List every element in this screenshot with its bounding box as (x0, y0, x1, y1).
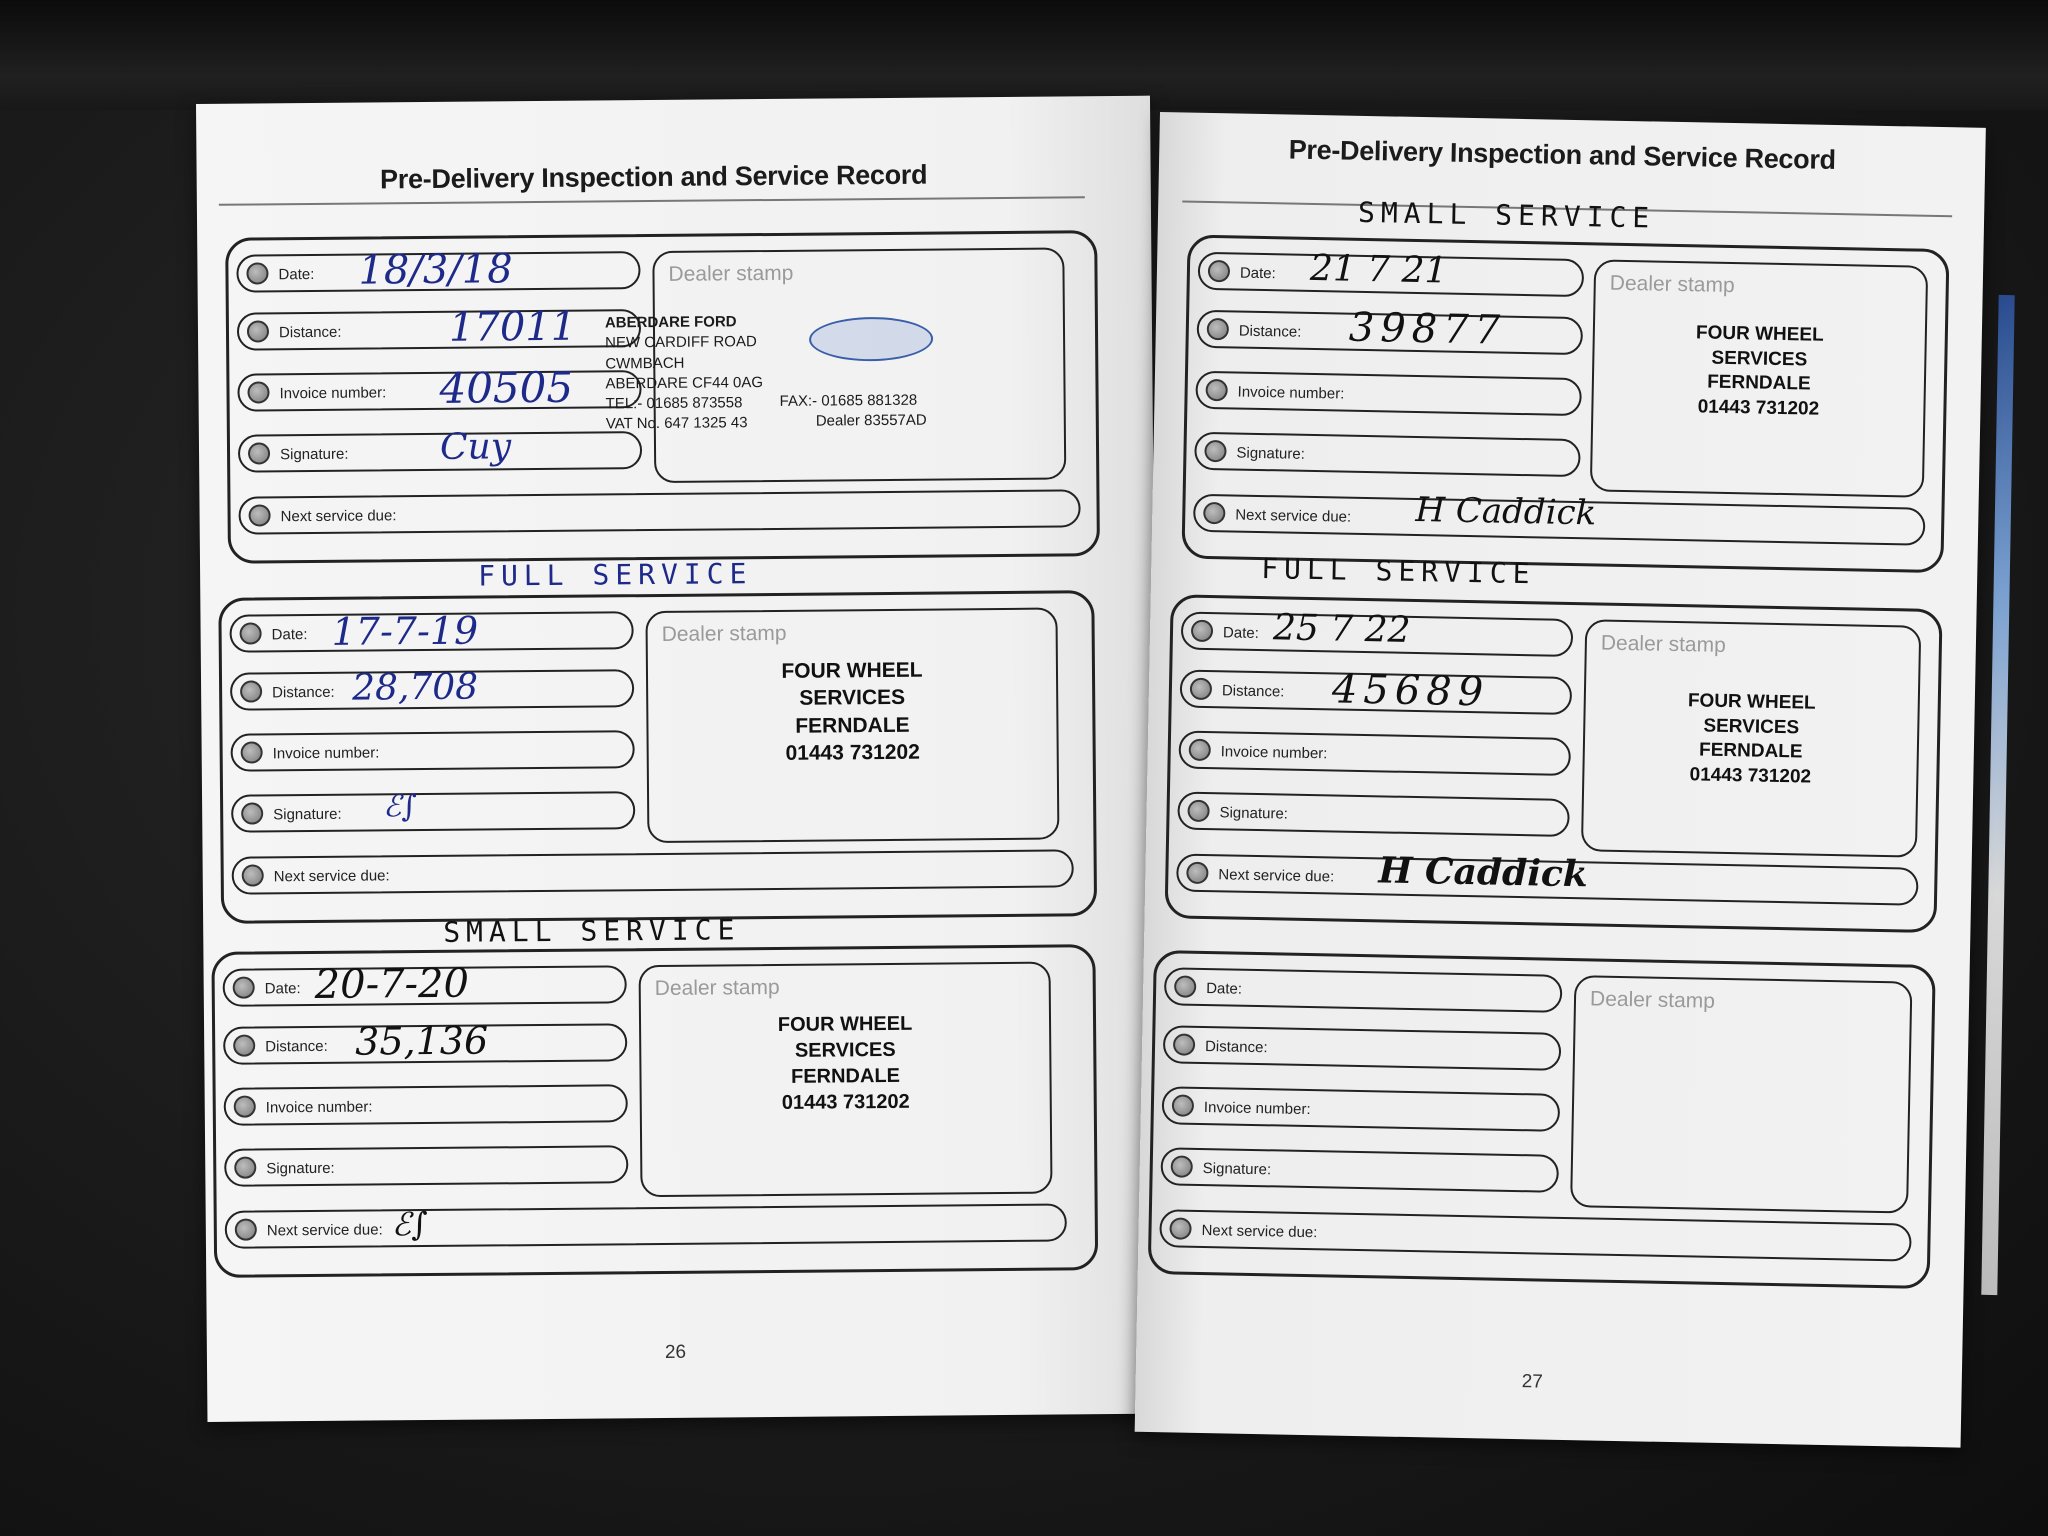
invoice-label: Invoice number: (279, 384, 387, 403)
checkbox-circle[interactable] (1203, 502, 1225, 524)
four-wheel-services-stamp (1593, 319, 1925, 424)
stamp-line: CWMBACH (605, 354, 685, 372)
dealer-stamp-label: Dealer stamp (1600, 631, 1726, 657)
handwritten-date: 20-7-20 (314, 960, 470, 1008)
invoice-field (1195, 371, 1582, 416)
handwritten-distance: 39877 (1348, 304, 1507, 354)
invoice-label: Invoice number: (1237, 383, 1345, 403)
invoice-field (1162, 1086, 1561, 1132)
stamp-line: TEL:- 01685 873558 (605, 394, 743, 413)
stamp-line: NEW CARDIFF ROAD (605, 333, 757, 352)
dealer-stamp-label: Dealer stamp (654, 975, 780, 1001)
four-wheel-services-stamp (641, 1010, 1050, 1118)
checkbox-circle[interactable] (234, 1157, 256, 1179)
invoice-field (237, 362, 641, 413)
service-book-page-left (196, 96, 1161, 1422)
dealer-stamp-box (604, 247, 1066, 483)
invoice-label: Invoice number: (265, 1098, 373, 1117)
handwritten-next-service: H Caddick (1415, 489, 1597, 534)
stamp-line: 01443 731202 (1697, 396, 1820, 420)
signature-label: Signature: (279, 445, 349, 464)
handwritten-distance: 17011 (448, 303, 577, 351)
next-service-field (1159, 1209, 1912, 1261)
service-record-5 (1165, 594, 1943, 933)
checkbox-circle[interactable] (247, 381, 269, 403)
signature-field (231, 791, 635, 833)
stamp-line: SERVICES (799, 686, 906, 711)
signature-label: Signature: (273, 805, 342, 824)
checkbox-circle[interactable] (1205, 379, 1227, 401)
ford-oval-logo (809, 317, 933, 362)
invoice-label: Invoice number: (1220, 743, 1328, 763)
distance-label: Distance: (265, 1037, 328, 1056)
handwritten-date: 17-7-19 (331, 608, 479, 654)
next-service-field (225, 1203, 1067, 1248)
date-field (1181, 607, 1574, 658)
signature-label: Signature: (1202, 1160, 1272, 1179)
signature-field (224, 1145, 628, 1187)
signature-field (1194, 432, 1581, 477)
signature-field (1177, 791, 1570, 837)
stamp-line: ABERDARE CF44 0AG (605, 373, 764, 393)
checkbox-circle[interactable] (235, 1219, 257, 1241)
page-title: Pre-Delivery Inspection and Service Record (379, 159, 928, 195)
handwritten-signature: ℰ∫ (391, 1205, 428, 1244)
date-field (1198, 247, 1585, 297)
checkbox-circle[interactable] (234, 1096, 256, 1118)
stamp-line: FERNDALE (795, 713, 910, 738)
checkbox-circle[interactable] (248, 442, 270, 464)
stamp-line: ABERDARE FORD (604, 313, 737, 332)
checkbox-circle[interactable] (1172, 1094, 1194, 1116)
handwritten-distance: 45689 (1331, 666, 1490, 716)
section-title-small-service: SMALL SERVICE (1357, 195, 1656, 235)
dealer-stamp-box (1590, 259, 1928, 497)
distance-label: Distance: (278, 323, 342, 342)
service-book-page-right (1135, 112, 1986, 1448)
signature-label: Signature: (1236, 444, 1306, 463)
four-wheel-services-stamp (648, 656, 1057, 769)
stamp-line: FOUR WHEEL (1695, 322, 1824, 346)
dealer-stamp-label: Dealer stamp (1609, 271, 1735, 298)
distance-field (230, 666, 634, 711)
service-record-6 (1148, 950, 1936, 1289)
next-service-field (232, 849, 1074, 894)
handwritten-distance: 35,136 (354, 1018, 489, 1064)
stamp-line: FERNDALE (1698, 739, 1803, 763)
checkbox-circle[interactable] (1169, 1217, 1191, 1239)
signature-label: Signature: (266, 1159, 335, 1178)
date-label: Date: (1206, 980, 1243, 998)
checkbox-circle[interactable] (1204, 440, 1226, 462)
signature-field (1160, 1147, 1559, 1193)
service-record-4 (1181, 235, 1949, 574)
page-number: 27 (1521, 1371, 1544, 1393)
invoice-label: Invoice number: (272, 744, 380, 763)
page-number: 26 (664, 1341, 687, 1363)
distance-field (1163, 1025, 1562, 1071)
checkbox-circle[interactable] (240, 622, 262, 644)
section-title-small-service: SMALL SERVICE (443, 913, 741, 949)
stamp-line: FOUR WHEEL (1687, 690, 1816, 714)
distance-field (223, 1018, 627, 1065)
stamp-line: SERVICES (1703, 715, 1800, 739)
date-field (236, 246, 640, 294)
next-service-field (238, 489, 1080, 534)
date-field (223, 960, 627, 1008)
handwritten-date: 18/3/18 (358, 246, 513, 294)
date-label: Date: (278, 265, 315, 284)
checkbox-circle[interactable] (1171, 1155, 1193, 1177)
checkbox-circle[interactable] (242, 864, 264, 886)
checkbox-circle[interactable] (247, 320, 269, 342)
next-service-label: Next service due: (1201, 1222, 1318, 1242)
checkbox-circle[interactable] (241, 741, 263, 763)
checkbox-circle[interactable] (1174, 975, 1196, 997)
distance-field (1196, 304, 1583, 355)
checkbox-circle[interactable] (1186, 862, 1208, 884)
checkbox-circle[interactable] (233, 977, 255, 999)
checkbox-circle[interactable] (1190, 678, 1212, 700)
section-title-full-service: FULL SERVICE (477, 557, 753, 593)
checkbox-circle[interactable] (246, 262, 268, 284)
distance-field (237, 303, 641, 351)
stamp-line: 01443 731202 (781, 1090, 910, 1114)
checkbox-circle[interactable] (1207, 318, 1229, 340)
stamp-line: VAT No. 647 1325 43 (605, 414, 748, 433)
checkbox-circle[interactable] (1173, 1033, 1195, 1055)
dealer-stamp-label: Dealer stamp (1589, 987, 1716, 1013)
checkbox-circle[interactable] (1187, 800, 1209, 822)
invoice-label: Invoice number: (1203, 1099, 1311, 1119)
seat-fold (0, 0, 2048, 110)
service-record-3 (211, 944, 1098, 1278)
next-service-label: Next service due: (1235, 506, 1352, 526)
invoice-field (224, 1084, 628, 1126)
distance-label: Distance: (1238, 322, 1302, 341)
distance-label: Distance: (1204, 1038, 1268, 1057)
handwritten-next-service: H Caddick (1378, 849, 1589, 896)
dealer-stamp-box (645, 608, 1059, 844)
date-label: Date: (1239, 264, 1276, 283)
handwritten-signature: Cuy (439, 426, 512, 468)
checkbox-circle[interactable] (1189, 739, 1211, 761)
ford-dealer-stamp (605, 312, 764, 435)
signature-field (238, 426, 642, 473)
stamp-fax: FAX:- 01685 881328 (779, 391, 918, 410)
date-label: Date: (1222, 624, 1260, 642)
stamp-line: 01443 731202 (1689, 764, 1812, 788)
invoice-field (1178, 730, 1571, 776)
distance-label: Distance: (272, 683, 335, 702)
next-service-label: Next service due: (280, 507, 397, 526)
date-label: Date: (264, 980, 301, 998)
checkbox-circle[interactable] (1191, 620, 1213, 642)
handwritten-signature: ℰ∫ (382, 789, 418, 825)
service-record-2 (218, 590, 1097, 924)
stamp-dealer-code: Dealer 83557AD (815, 411, 927, 430)
checkbox-circle[interactable] (241, 802, 263, 824)
handwritten-invoice: 40505 (439, 362, 574, 413)
stamp-line: FOUR WHEEL (777, 1012, 913, 1036)
stamp-line: FERNDALE (1706, 371, 1811, 395)
next-service-field (1176, 849, 1919, 905)
invoice-field (230, 730, 634, 772)
next-service-label: Next service due: (273, 867, 390, 886)
service-record-1 (225, 230, 1100, 564)
dealer-stamp-box (1581, 619, 1921, 857)
date-field (229, 608, 633, 654)
stamp-line: SERVICES (1711, 347, 1808, 371)
dealer-stamp-label: Dealer stamp (668, 261, 794, 286)
four-wheel-services-stamp (1584, 687, 1918, 792)
distance-field (1180, 666, 1573, 716)
next-service-label: Next service due: (266, 1221, 383, 1240)
handwritten-date: 21 7 21 (1309, 247, 1448, 292)
dealer-stamp-box (1570, 975, 1912, 1213)
signature-label: Signature: (1219, 804, 1289, 823)
distance-label: Distance: (1221, 682, 1285, 701)
checkbox-circle[interactable] (240, 680, 262, 702)
title-rule (219, 196, 1085, 206)
stamp-line: 01443 731202 (785, 740, 920, 765)
handwritten-distance: 28,708 (351, 666, 479, 709)
handwritten-date: 25 7 22 (1272, 607, 1411, 651)
dealer-stamp-label: Dealer stamp (661, 621, 787, 646)
date-label: Date: (271, 626, 308, 644)
checkbox-circle[interactable] (233, 1035, 255, 1057)
checkbox-circle[interactable] (1208, 260, 1230, 282)
stamp-line: SERVICES (794, 1038, 896, 1062)
stamp-line: FERNDALE (790, 1064, 901, 1088)
checkbox-circle[interactable] (248, 504, 270, 526)
page-title: Pre-Delivery Inspection and Service Record (1288, 134, 1837, 175)
next-service-label: Next service due: (1218, 866, 1335, 886)
dealer-stamp-box (639, 962, 1053, 1198)
next-service-field (1193, 489, 1926, 546)
section-title-full-service: FULL SERVICE (1260, 552, 1536, 591)
stamp-line: FOUR WHEEL (781, 658, 923, 683)
date-field (1164, 967, 1563, 1013)
